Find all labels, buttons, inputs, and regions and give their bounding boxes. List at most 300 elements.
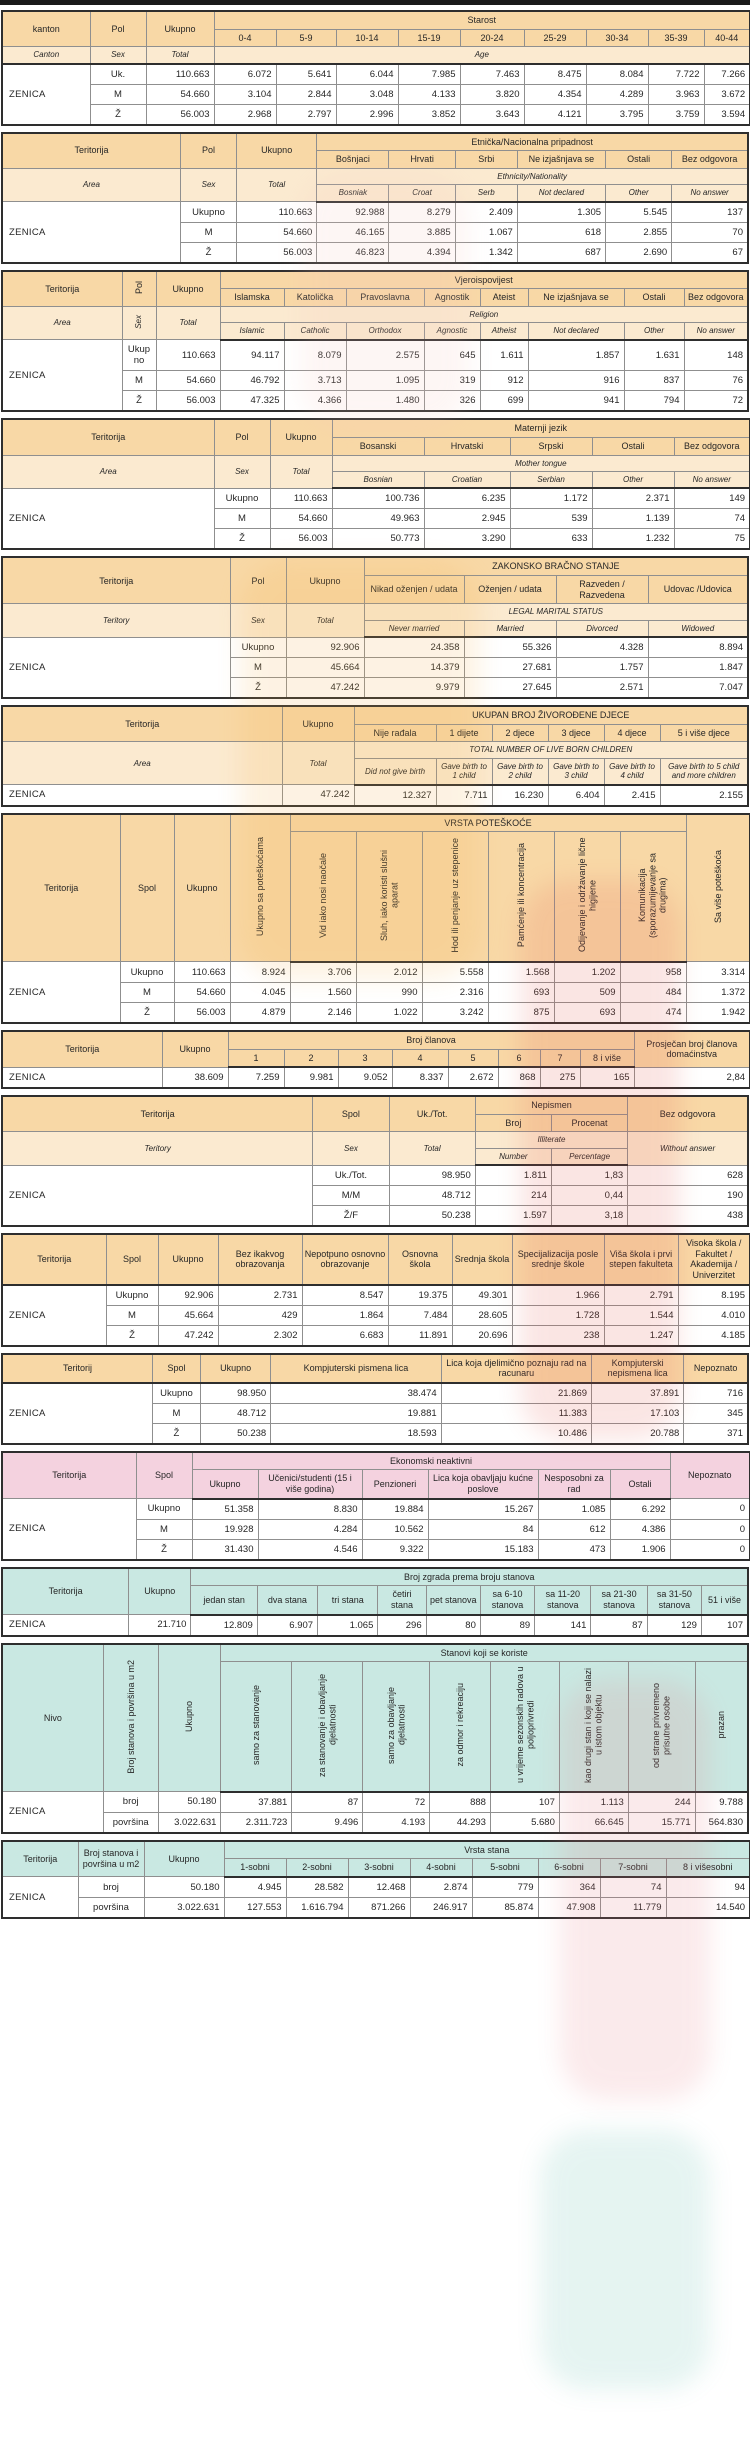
data-cell: 149 [674,488,750,509]
data-cell: 645 [424,340,480,371]
data-cell: 92.906 [286,637,364,658]
data-cell: 244 [628,1792,695,1813]
header-cell: Not declared [528,323,624,340]
data-cell: 110.663 [237,202,317,223]
data-cell: 8.830 [258,1499,362,1520]
data-cell: 0 [670,1539,750,1560]
data-cell: 100.736 [332,488,424,509]
marital-status-table [1,556,749,699]
header-cell: 1 dijete [436,724,492,742]
header-cell: Total [237,168,317,201]
data-cell: 1.857 [528,340,624,371]
data-cell: 8.084 [586,64,648,85]
data-cell: M [106,1305,158,1325]
data-cell: 11.891 [388,1325,452,1346]
data-cell: 11.383 [441,1403,591,1423]
data-cell: 5.641 [276,64,336,85]
data-cell: 4.546 [258,1539,362,1560]
territory-label: ZENICA [2,202,180,263]
data-cell: 1.847 [648,658,748,678]
data-cell: 1.172 [510,488,592,509]
territory-label: ZENICA [2,1792,103,1833]
data-cell: 6.292 [610,1499,670,1520]
header-cell: Pol [122,271,156,307]
data-cell: 110.663 [270,488,332,509]
header-cell: Sex [313,1132,389,1165]
header-cell: Pol [90,11,146,47]
ethnicity-table [1,132,749,264]
data-cell: 2.571 [556,678,648,699]
data-cell: 54.660 [156,371,220,391]
header-cell: Ukupno [156,271,220,307]
header-cell: Pol [230,557,286,603]
header-cell: 7 [540,1049,580,1067]
data-cell: 2.371 [592,488,674,509]
data-cell: Ukupno [136,1499,192,1520]
header-cell: VRSTA POTEŠKOĆE [290,814,686,832]
header-cell: Total [156,306,220,339]
data-cell: 2.302 [218,1325,302,1346]
data-cell: 345 [684,1403,748,1423]
data-cell: 564.830 [695,1812,748,1833]
data-cell: 54.660 [174,982,230,1002]
territory-label: ZENICA [2,1615,129,1636]
data-cell: 3.022.631 [144,1897,224,1918]
header-cell: Ekonomski neaktivni [192,1452,670,1470]
header-cell: 6-sobni [538,1859,600,1877]
header-cell: Divorced [556,620,648,637]
header-cell: Without answer [628,1132,748,1165]
header-cell: četiri stana [378,1586,426,1615]
header-cell: Agnostik [424,289,480,307]
header-cell: Gave birth to 3 child [548,758,604,784]
data-cell: Ž [214,529,270,550]
data-cell: 1.305 [517,202,605,223]
data-cell: 54.660 [237,222,317,242]
header-cell: No answer [684,323,748,340]
data-cell: 74 [600,1877,666,1898]
header-cell: Specijalizacija posle srednje škole [512,1234,604,1284]
header-cell: No answer [672,185,748,202]
header-cell: Mother tongue [332,455,750,471]
economically-inactive-table [1,1451,749,1561]
header-cell: Bez odgovora [672,151,748,169]
data-cell: 1.616.794 [286,1897,348,1918]
data-cell: 7.259 [228,1067,284,1088]
header-cell: Penzioneri [362,1470,428,1499]
data-cell: 2.797 [276,104,336,125]
household-members-table [1,1030,749,1089]
data-cell: Ukupno [152,1383,200,1404]
data-cell: 1.095 [346,371,424,391]
header-cell: Teritorija [2,271,122,307]
data-cell: 1.342 [455,242,517,263]
data-cell: 868 [498,1067,540,1088]
data-cell: 612 [538,1519,610,1539]
data-cell: 2.731 [218,1285,302,1306]
data-cell: 1.757 [556,658,648,678]
data-cell: 37.881 [221,1792,292,1813]
data-cell: 875 [488,1002,554,1023]
data-cell: 190 [628,1186,748,1206]
header-cell: Pol [214,419,270,455]
data-cell: 3.242 [422,1002,488,1023]
data-cell: 693 [488,982,554,1002]
header-cell: Broj zgrada prema broju stanova [191,1568,748,1586]
data-cell: 3.594 [704,104,750,125]
data-cell: 214 [475,1186,551,1206]
header-cell: Ostali [624,289,684,307]
data-cell: 539 [510,509,592,529]
data-cell: 4.121 [524,104,586,125]
header-cell: 2 djece [492,724,548,742]
data-cell: 1.560 [290,982,356,1002]
data-cell: 429 [218,1305,302,1325]
header-cell: LEGAL MARITAL STATUS [364,604,748,620]
data-cell: 474 [620,1002,686,1023]
data-cell: 3.104 [214,84,276,104]
data-cell: 107 [490,1792,559,1813]
age-structure-table [1,10,749,126]
data-cell: 693 [554,1002,620,1023]
data-cell: Ž [230,678,286,699]
header-cell: Islamic [220,323,284,340]
data-cell: 50.180 [144,1877,224,1898]
header-cell: Gave birth to 4 child [604,758,660,784]
header-cell: Ukupno [144,1841,224,1877]
territory-label: ZENICA [2,1067,162,1088]
data-cell: 1.811 [475,1165,551,1186]
header-cell: Ukupno [158,1234,218,1284]
data-cell: 49.963 [332,509,424,529]
data-cell: 1.085 [538,1499,610,1520]
data-cell: 2.945 [424,509,510,529]
header-cell: Nikad oženjen / udata [364,576,464,604]
header-cell: Teritorija [2,133,180,169]
header-cell: Vrsta stana [224,1841,750,1859]
data-cell: 107 [701,1615,748,1636]
header-cell: Teritorija [2,814,120,962]
header-cell: za odmor i rekreaciju [430,1662,491,1792]
data-cell: 2.575 [346,340,424,371]
data-cell: 92.988 [317,202,389,223]
header-cell: Did not give birth [354,758,436,784]
data-cell: 56.003 [156,391,220,412]
data-cell: 94 [666,1877,750,1898]
data-cell: 941 [528,391,624,412]
header-cell: Agnostic [424,323,480,340]
header-cell: Ostali [606,151,672,169]
data-cell: 38.609 [162,1067,228,1088]
illiteracy-table [1,1095,749,1227]
data-cell: 1.942 [686,1002,750,1023]
header-cell: Pol [180,133,236,169]
header-cell: Ateist [480,289,528,307]
header-cell: Ukupno sa poteškoćama [230,814,290,962]
data-cell: broj [103,1792,158,1813]
territory-label: ZENICA [2,1285,106,1346]
data-cell: 44.293 [430,1812,491,1833]
header-cell: Teritorija [2,1452,136,1499]
header-cell: Other [606,185,672,202]
data-cell: 2,84 [634,1067,750,1088]
data-cell: 3.852 [398,104,460,125]
data-cell: Ukupno [106,1285,158,1306]
data-cell: 47.242 [282,785,354,806]
data-cell: 484 [620,982,686,1002]
data-cell: 2.415 [604,785,660,806]
territory-label: ZENICA [2,1165,313,1226]
header-cell: 2-sobni [286,1859,348,1877]
data-cell: 56.003 [270,529,332,550]
data-cell: 238 [512,1325,604,1346]
data-cell: 888 [430,1792,491,1813]
data-cell: Ukupno [122,340,156,371]
data-cell: 54.660 [270,509,332,529]
header-cell: Ukupno [270,419,332,455]
data-cell: 38.474 [271,1383,441,1404]
header-cell: Ukupno [286,557,364,603]
data-cell: 98.950 [389,1165,475,1186]
data-cell: 7.266 [704,64,750,85]
difficulty-type-table [1,813,750,1024]
dwelling-type-table [1,1840,750,1919]
header-cell: ZAKONSKO BRAČNO STANJE [364,557,748,575]
header-cell: Percentage [551,1148,627,1165]
data-cell: 27.681 [464,658,556,678]
data-cell: 17.103 [592,1403,684,1423]
header-cell: Area [2,306,122,339]
data-cell: 56.003 [174,1002,230,1023]
header-cell: kanton [2,11,90,47]
education-table [1,1233,750,1346]
data-cell: 49.301 [452,1285,512,1306]
data-cell: 46.792 [220,371,284,391]
marital-status-table [1,556,749,699]
header-cell: Nepotpuno osnovno obrazovanje [302,1234,388,1284]
header-cell: Sa više poteškoća [686,814,750,962]
header-cell: kao drugi stan i koji se nalazi u istom objektu [559,1662,628,1792]
data-cell: 3.643 [460,104,524,125]
data-cell: 1.065 [318,1615,378,1636]
header-cell: Sex [90,47,146,64]
age-structure-table [1,10,750,126]
buildings-by-dwellings-table [1,1567,749,1637]
data-cell: 6.235 [424,488,510,509]
header-cell: Srednja škola [452,1234,512,1284]
data-cell: 3.290 [424,529,510,550]
data-cell: 4.185 [678,1325,750,1346]
religion-table [1,270,749,413]
data-cell: Ž [106,1325,158,1346]
data-cell: 6.907 [257,1615,317,1636]
header-cell: Teritorij [2,1354,152,1383]
data-cell: 371 [684,1423,748,1444]
data-cell: 54.660 [146,84,214,104]
header-cell: Sex [122,306,156,339]
data-cell: 779 [472,1877,538,1898]
header-cell: Maternji jezik [332,419,750,437]
header-cell: Bosanski [332,437,424,455]
header-cell: 1-sobni [224,1859,286,1877]
data-cell: Ž [120,1002,174,1023]
data-cell: 85.874 [472,1897,538,1918]
header-cell: od strane privremeno prisutne osobe [628,1662,695,1792]
header-cell: Etnička/Nacionalna pripadnost [317,133,748,151]
header-cell: samo za stanovanje [221,1662,292,1792]
header-cell: Nepoznato [670,1452,750,1499]
data-cell: 47.242 [286,678,364,699]
header-cell: Spol [120,814,174,962]
header-cell: Hod ili penjanje uz stepenice [422,832,488,962]
data-cell: 4.945 [224,1877,286,1898]
header-cell: sa 6-10 stanova [480,1586,534,1615]
header-cell: Nepoznato [684,1354,748,1383]
header-cell: Stanovi koji se koriste [221,1644,748,1662]
data-cell: 47.242 [158,1325,218,1346]
data-cell: 12.809 [191,1615,257,1636]
data-cell: 4.386 [610,1519,670,1539]
data-cell: 72 [363,1792,430,1813]
data-cell: 4.366 [284,391,346,412]
data-cell: 364 [538,1877,600,1898]
data-cell: 15.771 [628,1812,695,1833]
data-cell: 509 [554,982,620,1002]
territory-label: ZENICA [2,785,282,806]
data-cell: 92.906 [158,1285,218,1306]
data-cell: 1.544 [604,1305,678,1325]
computer-literacy-table [1,1353,749,1445]
mother-tongue-table [1,418,749,550]
data-cell: 794 [624,391,684,412]
header-cell: Srbi [455,151,517,169]
header-cell: Pravoslavna [346,289,424,307]
data-cell: 8.195 [678,1285,750,1306]
data-cell: M [122,371,156,391]
header-cell: Nije rađala [354,724,436,742]
territory-label: ZENICA [2,637,230,698]
data-cell: 94.117 [220,340,284,371]
data-cell: 5.680 [490,1812,559,1833]
data-cell: 3.314 [686,962,750,983]
data-cell: 87 [591,1615,647,1636]
header-cell: u vrijeme sezonskih radova u poljoprivredi [490,1662,559,1792]
data-cell: 19.881 [271,1403,441,1423]
data-cell: 2.409 [455,202,517,223]
header-cell: Procenat [551,1114,627,1132]
header-cell: 2 [284,1049,338,1067]
data-cell: 319 [424,371,480,391]
header-cell: Ukupno [192,1470,258,1499]
header-cell: Bošnjaci [317,151,389,169]
data-cell: 3.963 [648,84,704,104]
education-table [1,1233,749,1346]
data-cell: 46.165 [317,222,389,242]
data-cell: 2.968 [214,104,276,125]
data-cell: 70 [672,222,748,242]
data-cell: Ž [152,1423,200,1444]
data-cell: 4.045 [230,982,290,1002]
illiteracy-table [1,1095,749,1227]
header-cell: Area [2,168,180,201]
header-cell: Ukupno [158,1644,221,1792]
header-cell: Odijevanje i održavanje lične higijene [554,832,620,962]
data-cell: 1,83 [551,1165,627,1186]
header-cell: 0-4 [214,29,276,47]
data-cell: M [136,1519,192,1539]
header-cell: Croat [389,185,455,202]
data-cell: M [180,222,236,242]
header-cell: Total [270,455,332,488]
live-born-children-table [1,705,749,807]
data-cell: 4.193 [363,1812,430,1833]
header-cell: samo za obavljanje djelatnosti [363,1662,430,1792]
header-cell: Nepismen [475,1096,627,1114]
data-cell: Ukupno [120,962,174,983]
header-cell: Other [592,472,674,489]
ethnicity-table [1,132,749,264]
difficulty-type-table [1,813,749,1024]
data-cell: 1.247 [604,1325,678,1346]
data-cell: 84 [428,1519,538,1539]
header-cell: 6 [498,1049,540,1067]
header-cell: Lica koja obavljaju kućne poslove [428,1470,538,1499]
data-cell: 326 [424,391,480,412]
data-cell: 18.593 [271,1423,441,1444]
dwelling-type-table [1,1840,749,1919]
data-cell: 1.966 [512,1285,604,1306]
data-cell: 4.133 [398,84,460,104]
data-cell: 912 [480,371,528,391]
data-cell: 19.928 [192,1519,258,1539]
data-cell: 1.568 [488,962,554,983]
header-cell: Gave birth to 2 child [492,758,548,784]
data-cell: 50.238 [201,1423,271,1444]
header-cell: 8 i više [580,1049,634,1067]
header-cell: Komunikacija (sporazumijevanje sa drugima) [620,832,686,962]
header-cell: TOTAL NUMBER OF LIVE BORN CHILDREN [354,742,748,758]
data-cell: 1.906 [610,1539,670,1560]
header-cell: Ukupno [129,1568,191,1615]
data-cell: 56.003 [237,242,317,263]
header-cell: 30-34 [586,29,648,47]
data-cell: M [230,658,286,678]
header-cell: Razveden / Razvedena [556,576,648,604]
data-cell: 0 [670,1499,750,1520]
header-cell: Katolička [284,289,346,307]
watermark-shape [540,2130,710,2390]
data-cell: 473 [538,1539,610,1560]
data-cell: 4.394 [389,242,455,263]
data-cell: 296 [378,1615,426,1636]
header-cell: Spol [313,1096,389,1132]
data-cell: 2.690 [606,242,672,263]
header-cell: Spol [106,1234,158,1284]
header-cell: 51 i više [701,1586,748,1615]
header-cell: Spol [136,1452,192,1499]
data-cell: 3.048 [336,84,398,104]
data-cell: 8.337 [392,1067,448,1088]
territory-label: ZENICA [2,1383,152,1444]
data-cell: Uk. [90,64,146,85]
mother-tongue-table [1,418,750,550]
data-cell: 1.139 [592,509,674,529]
data-cell: 5.558 [422,962,488,983]
header-cell: Bez ikakvog obrazovanja [218,1234,302,1284]
data-cell: 438 [628,1206,748,1227]
header-cell: Broj [475,1114,551,1132]
data-cell: 1.611 [480,340,528,371]
